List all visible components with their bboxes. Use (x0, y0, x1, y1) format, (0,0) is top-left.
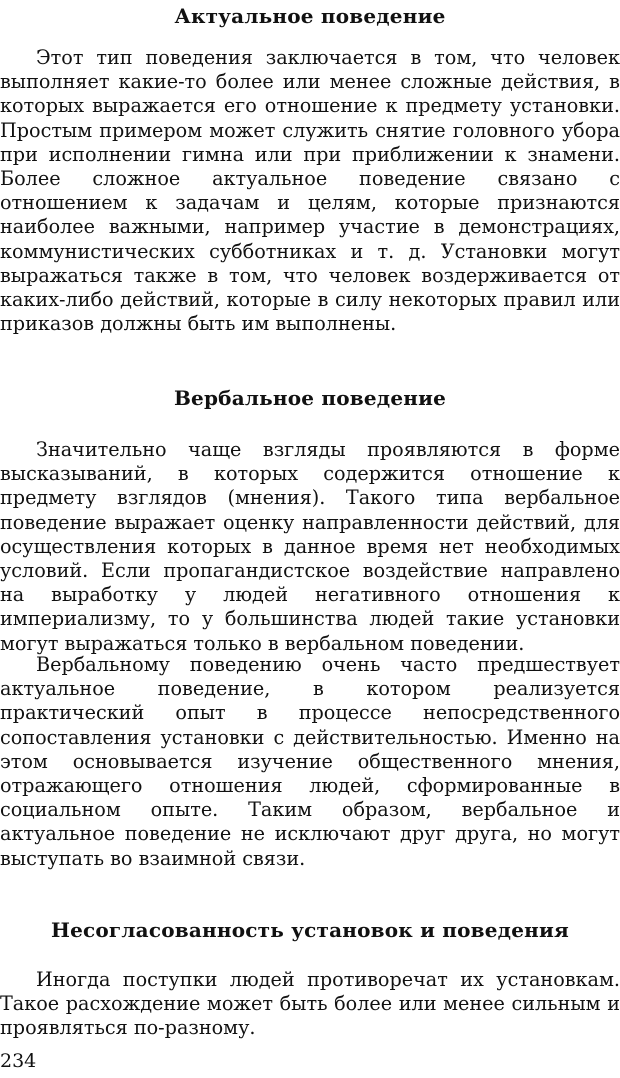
section-heading-inconsistency: Несогласованность установок и поведения (50, 918, 569, 942)
section-heading-verbal-behavior: Вербальное поведение (173, 386, 447, 410)
paragraph-inconsistency: Иногда поступки людей противоречат их установкам. Такое расхождение может быть более или менее сильным и проявляться по-разному. (0, 968, 620, 1040)
page-number: 234 (0, 1050, 37, 1072)
section-heading-actual-behavior: Актуальное поведение (174, 4, 446, 28)
paragraph-verbal-behavior-2: Вербальному поведению очень часто предшествует актуальное поведение, в котором реализуется практический опыт в процессе непосредственного сопоставления установки с действительностью. Именно на этом основывается изучение общественного мнения, отражающего отношения людей, сформированные в социальном опыте. Таким образом, вербальное и актуальное поведение не исключают друг друга, но могут выступать во взаимной связи. (0, 653, 620, 870)
paragraph-verbal-behavior-1: Значительно чаще взгляды проявляются в форме высказываний, в которых содержится отношение к предмету взглядов (мнения). Такого типа вербальное поведение выражает оценку направленности действий, для осуществления которых в данное время нет необходимых условий. Если пропагандистское воздействие направлено на выработку у людей негативного отношения к империализму, то у большинства людей такие установки могут выражаться только в вербальном поведении. (0, 438, 620, 655)
paragraph-actual-behavior: Этот тип поведения заключается в том, что человек выполняет какие-то более или менее сложные действия, в которых выражается его отношение к предмету установки. Простым примером может служить снятие головного убора при исполнении гимна или при приближении к знамени. Более сложное актуальное поведение связано с отношением к задачам и целям, которые признаются наиболее важными, например участие в демонстрациях, коммунистических субботниках и т. д. Установки могут выражаться также в том, что человек воздерживается от каких-либо действий, которые в силу некоторых правил или приказов должны быть им выполнены. (0, 46, 620, 336)
